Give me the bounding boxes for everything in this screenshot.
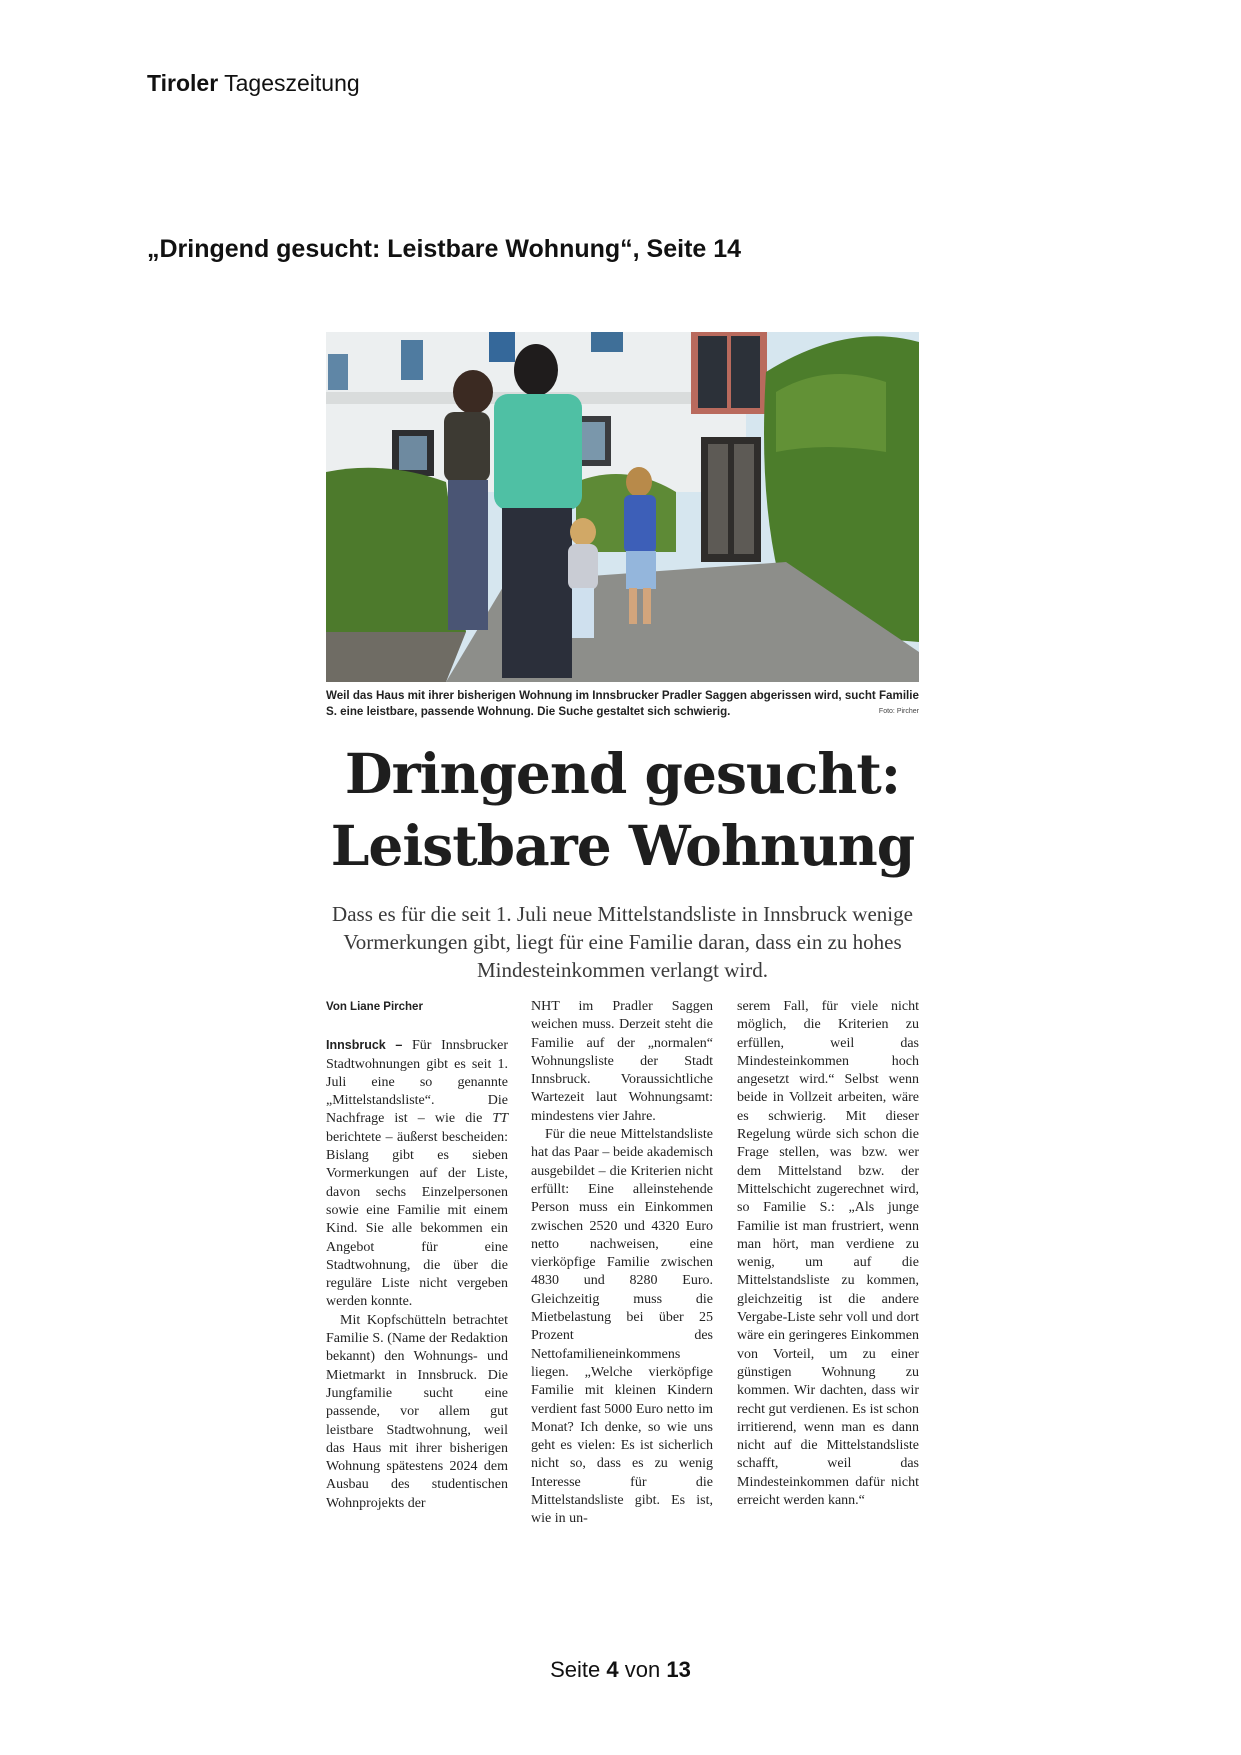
article-lead: Dass es für die seit 1. Juli neue Mittelstandsliste in Innsbruck wenige Vormerkungen gibt, liegt für eine Familie daran, dass ein zu hohes Mindesteinkommen verlangt wird. [332,902,913,982]
current-page: 4 [606,1657,619,1682]
article-column-3 [737,998,919,1510]
paragraph-text: berichtete – äußerst bescheiden: Bislang gibt es sieben Vormerkungen auf der Liste, davon sechs Einzelpersonen sowie eine Familie mit einem Kind. Sie alle bekommen ein Angebot für eine Stadtwohnung, die über die reguläre Liste nicht vergeben werden konnte. [326,1129,508,1310]
paragraph: serem Fall, für viele nicht möglich, die Kriterien zu erfüllen, weil das Mindesteinkommen hoch angesetzt wird.“ Selbst wenn beide in Vollzeit arbeiten, wäre es schwierig. Mit dieser Regelung würde sich schon die Frage stellen, was bzw. wer dem Mittelstand bzw. der Mittelschicht zugerechnet wird, so Familie S.: „Als junge Familie ist man frustriert, wenn man hört, man verdiene zu wenig, um auf die Mittelstandsliste zu kommen, gleichzeitig ist die andere Vergabe-Liste sehr voll und dort wäre ein geringeres Einkommen von Vorteil, um zu einer günstigen Wohnung zu kommen. Wir dachten, dass wir recht gut verdienen. Es ist schon irritierend, wenn man es dann nicht auf die Mittelstandsliste schafft, weil das Mindesteinkommen dafür nicht erreicht werden kann.“ [737,999,919,1509]
footer-middle: von [624,1657,661,1682]
footer-prefix: Seite [550,1657,601,1682]
article-photo [326,332,919,682]
headline-line-2: Leistbare Wohnung [330,813,915,878]
article-headline [326,738,919,882]
byline: Von Liane Pircher [326,1001,423,1013]
paragraph: Mit Kopfschütteln betrachtet Familie S. (Name der Redaktion bekannt) den Wohnungs- und Mietmarkt in Innsbruck. Die Jungfamilie sucht eine passende, vor allem gut leistbare Stadtwohnung, weil das Haus mit ihrer bisherigen Wohnung spätestens 2024 dem Ausbau des studentischen Wohnprojekts der [326,1312,508,1511]
headline-line-1: Dringend gesucht: [344,741,901,806]
photo-caption [326,688,919,720]
publication-name-bold: Tiroler [147,70,219,96]
total-pages: 13 [666,1657,691,1682]
article-column-1 [326,998,508,1513]
paragraph [326,1036,508,1311]
paragraph-text: Für Innsbrucker Stadtwohnungen gibt es seit 1. Juli eine so genannte „Mittelstandsliste“. Die Nachfrage ist – wie die [326,1038,508,1127]
publication-name-rest: Tageszeitung [224,70,360,96]
publication-name [147,70,360,97]
paragraph: Für die neue Mittelstandsliste hat das Paar – beide akademisch ausgebildet – die Kriterien nicht erfüllt: Eine alleinstehende Person muss ein Einkommen zwischen 2520 und 4320 Euro netto nachweisen, eine vierköpfige Familie zwischen 4830 und 8280 Euro. Gleichzeitig muss die Mietbelastung bei über 25 Prozent des Nettofamilieneinkommens liegen. „Welche vierköpfige Familie mit kleinen Kindern verdient fast 5000 Euro netto im Monat? Ich denke, so wie uns geht es vielen: Es ist sicherlich nicht so, dass es zu wenig Interesse für die Mittelstandsliste gibt. Es ist, wie in un- [531,1127,713,1527]
clip-title: „Dringend gesucht: Leistbare Wohnung“, Seite 14 [147,235,742,263]
tt-abbreviation: TT [492,1111,508,1127]
paragraph: NHT im Pradler Saggen weichen muss. Derzeit steht die Familie auf der „normalen“ Wohnungsliste der Stadt Innsbruck. Voraussichtliche Wartezeit laut Wohnungsamt: mindestens vier Jahre. [531,999,713,1124]
photo-caption-text: Weil das Haus mit ihrer bisherigen Wohnung im Innsbrucker Pradler Saggen abgerissen wird, sucht Familie S. eine leistbare, passende Wohnung. Die Suche gestaltet sich schwierig. [326,689,919,718]
photo-credit: Foto: Pircher [878,708,919,715]
dateline: Innsbruck – [326,1038,403,1053]
article-column-2 [531,998,713,1529]
page-number-footer [0,1657,1241,1683]
